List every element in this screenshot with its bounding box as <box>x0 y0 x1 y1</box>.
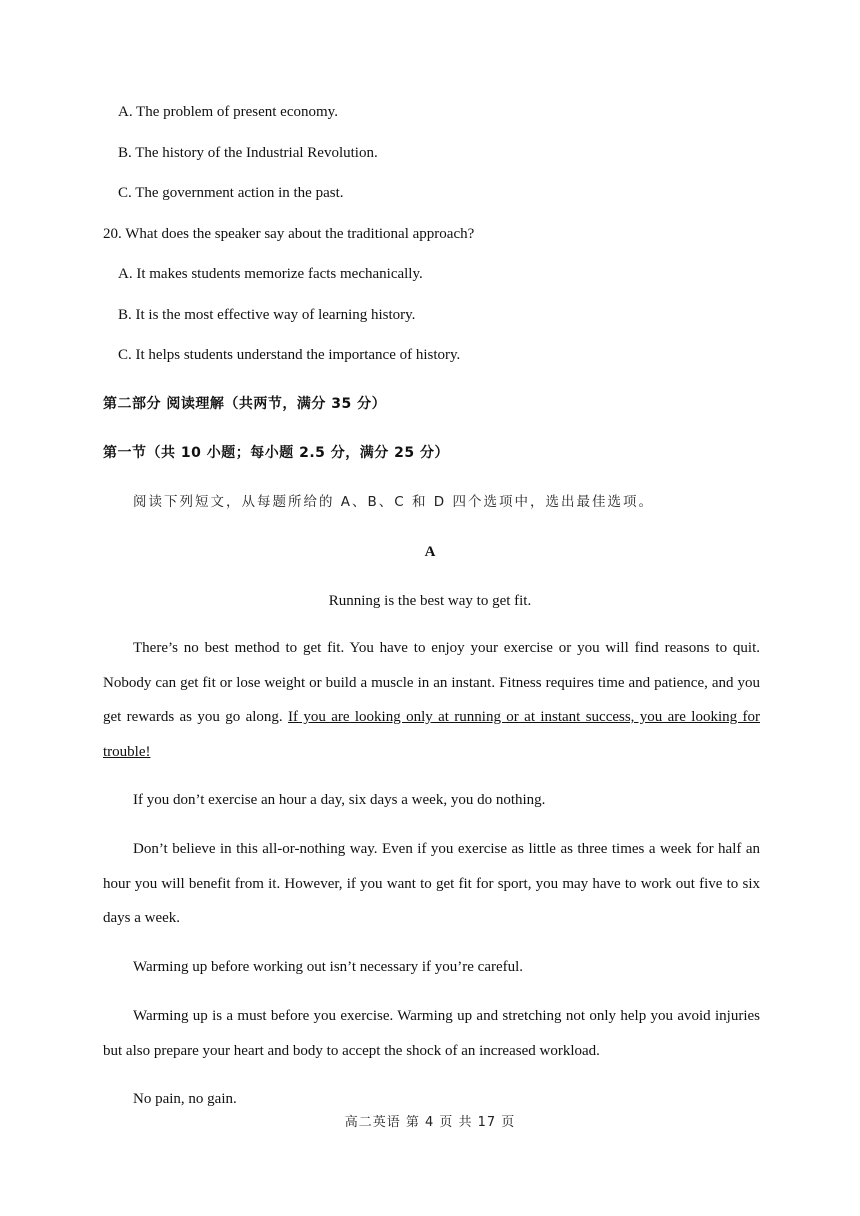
paragraph-5: Warming up is a must before you exercise. Warming up and stretching not only help you avoid injuries but also prepare your heart and body to accept the shock of an increased workload. <box>103 1008 760 1059</box>
paragraph-1-underlined: If you are looking only at running or at instant success, you are looking for trouble! <box>103 709 760 760</box>
q20-option-b: B. It is the most effective way of learning history. <box>118 307 416 323</box>
q19-option-b: B. The history of the Industrial Revolution. <box>118 145 378 161</box>
q20-question: 20. What does the speaker say about the traditional approach? <box>103 226 475 242</box>
part2-heading: 第二部分 阅读理解（共两节，满分 35 分） <box>103 396 387 412</box>
passage-title: Running is the best way to get fit. <box>328 593 532 609</box>
paragraph-2: If you don’t exercise an hour a day, six days a week, you do nothing. <box>133 792 546 808</box>
q19-option-c: C. The government action in the past. <box>118 185 344 201</box>
paragraph-3: Don’t believe in this all-or-nothing way. Even if you exercise as little as three times a week for half an hour you will benefit from it. However, if you want to get fit for sport, you may have to work out five to six days a week. <box>103 841 760 926</box>
passage-label: A <box>424 544 436 560</box>
instruction-text: 阅读下列短文，从每题所给的 A、B、C 和 D 四个选项中，选出最佳选项。 <box>133 494 654 510</box>
q20-option-c: C. It helps students understand the importance of history. <box>118 347 461 363</box>
paragraph-6: No pain, no gain. <box>133 1091 237 1107</box>
page-footer: 高二英语 第 4 页 共 17 页 <box>344 1115 516 1130</box>
section1-heading: 第一节（共 10 小题；每小题 2.5 分，满分 25 分） <box>103 445 450 461</box>
paragraph-4: Warming up before working out isn’t necessary if you’re careful. <box>133 959 524 975</box>
q20-option-a: A. It makes students memorize facts mechanically. <box>118 266 423 282</box>
paragraph-1 <box>103 631 760 769</box>
paragraph-1-text: There’s no best method to get fit. You have to enjoy your exercise or you will find reasons to quit. Nobody can get fit or lose weight or build a muscle in an instant. Fitness requires time and patience, and you get rewards as you go along. <box>103 640 760 725</box>
q19-option-a: A. The problem of present economy. <box>118 104 338 120</box>
